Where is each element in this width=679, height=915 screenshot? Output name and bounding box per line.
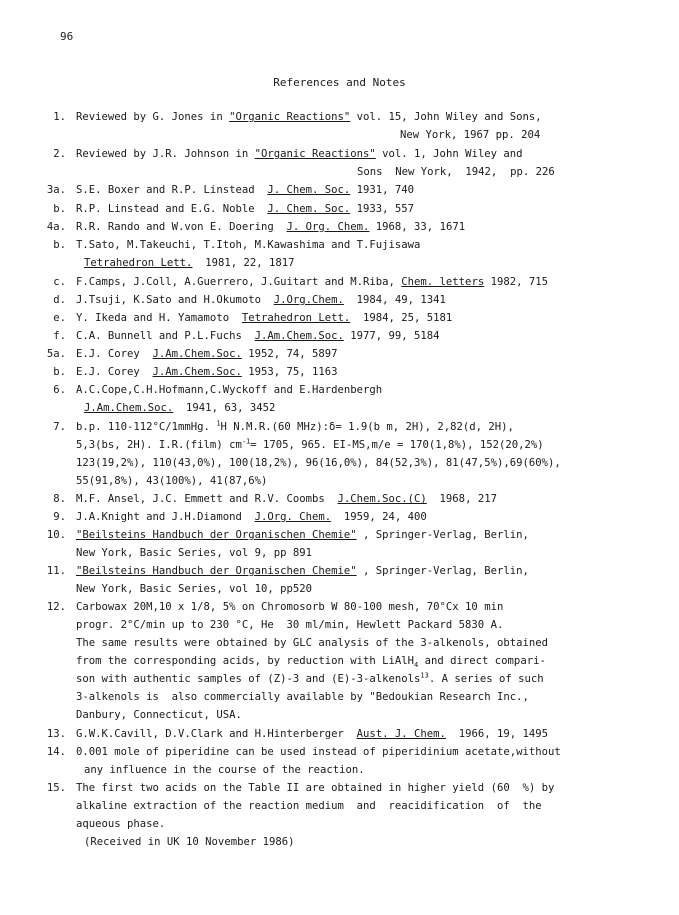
ref-number: 2. [53, 148, 66, 160]
reference-continuation: New York, 1967 pp. 204 [400, 129, 541, 141]
ref-number: 8. [53, 493, 66, 505]
ref-number: 1. [53, 111, 66, 123]
note-text-line: any influence in the course of the reaction. [84, 764, 365, 776]
ref-number: 6. [53, 384, 66, 396]
reference-entry: "Beilsteins Handbuch der Organischen Chemie" , Springer-Verlag, Berlin, [76, 529, 529, 541]
ref-number: 11. [46, 565, 66, 577]
note-text-line: 0.001 mole of piperidine can be used instead of piperidinium acetate,without [76, 746, 561, 758]
ref-number: 7. [53, 421, 66, 433]
ref-number: 13. [46, 728, 66, 740]
ref-number: f. [53, 330, 66, 342]
reference-continuation: Sons New York, 1942, pp. 226 [357, 166, 555, 178]
ref-number: b. [53, 366, 66, 378]
reference-entry: G.W.K.Cavill, D.V.Clark and H.Hinterberger Aust. J. Chem. 1966, 19, 1495 [76, 728, 548, 740]
received-date: (Received in UK 10 November 1986) [84, 836, 295, 848]
reference-entry: R.P. Linstead and E.G. Noble J. Chem. Soc. 1933, 557 [76, 203, 415, 215]
ref-number: d. [53, 294, 66, 306]
journal-title: J. Org. Chem. [286, 221, 370, 233]
journal-title: Tetrahedron Lett. [84, 257, 193, 269]
ref-number: 10. [46, 529, 66, 541]
journal-title: Tetrahedron Lett. [241, 312, 351, 324]
journal-title: J. Chem. Soc. [267, 184, 351, 196]
journal-title: "Organic Reactions" [254, 148, 376, 160]
ms-data-line: 123(19,2%), 110(43,0%), 100(18,2%), 96(16,0%), 84(52,3%), 81(47,5%),69(60%), [76, 457, 561, 469]
reference-entry: "Beilsteins Handbuch der Organischen Chemie" , Springer-Verlag, Berlin, [76, 565, 529, 577]
journal-title: "Beilsteins Handbuch der Organischen Chemie" [76, 565, 357, 577]
ref-number: 15. [46, 782, 66, 794]
note-text-line: from the corresponding acids, by reduction with LiAlH$_4$ and direct compari- [76, 655, 546, 670]
ref-number: 9. [53, 511, 66, 523]
note-text-line: son with authentic samples of (Z)-3 and (E)-3-alkenols$^{13}$. A series of such [76, 671, 544, 685]
journal-title: J.Am.Chem.Soc. [84, 402, 174, 414]
reference-entry: E.J. Corey J.Am.Chem.Soc. 1953, 75, 1163 [76, 366, 338, 378]
reference-entry: F.Camps, J.Coll, A.Guerrero, J.Guitart and M.Riba, Chem. letters 1982, 715 [76, 276, 548, 288]
journal-title: J.Org.Chem. [273, 294, 344, 306]
reference-entry: Reviewed by G. Jones in "Organic Reactions" vol. 15, John Wiley and Sons, [76, 111, 542, 123]
note-text-line: The first two acids on the Table II are obtained in higher yield (60 %) by [76, 782, 555, 794]
reference-entry: Y. Ikeda and H. Yamamoto Tetrahedron Lett. 1984, 25, 5181 [76, 312, 453, 324]
reference-continuation: J.Am.Chem.Soc. 1941, 63, 3452 [84, 402, 276, 414]
reference-entry: M.F. Ansel, J.C. Emmett and R.V. Coombs J.Chem.Soc.(C) 1968, 217 [76, 493, 497, 505]
reference-entry: J.A.Knight and J.H.Diamond J.Org. Chem. 1959, 24, 400 [76, 511, 427, 523]
journal-title: "Organic Reactions" [229, 111, 351, 123]
note-text-line: Danbury, Connecticut, USA. [76, 709, 242, 721]
journal-title: Chem. letters [401, 276, 485, 288]
reference-entry: T.Sato, M.Takeuchi, T.Itoh, M.Kawashima and T.Fujisawa [76, 239, 421, 251]
note-text-line: 3-alkenols is also commercially available by "Bedoukian Research Inc., [76, 691, 529, 703]
ref-number: 3a. [46, 184, 66, 196]
ref-number: b. [53, 203, 66, 215]
journal-title: J.Am.Chem.Soc. [152, 348, 242, 360]
journal-title: J.Am.Chem.Soc. [254, 330, 344, 342]
reference-continuation: New York, Basic Series, vol 9, pp 891 [76, 547, 312, 559]
journal-title: J.Am.Chem.Soc. [152, 366, 242, 378]
page-number: 96 [60, 30, 74, 43]
ref-number: 12. [46, 601, 66, 613]
ref-number: 14. [46, 746, 66, 758]
ref-number: 5a. [46, 348, 66, 360]
ref-number: b. [53, 239, 66, 251]
reference-entry: J.Tsuji, K.Sato and H.Okumoto J.Org.Chem. 1984, 49, 1341 [76, 294, 446, 306]
references-heading: References and Notes [273, 76, 406, 89]
reference-entry: R.R. Rando and W.von E. Doering J. Org. Chem. 1968, 33, 1671 [76, 221, 466, 233]
ref-number: c. [53, 276, 66, 288]
journal-title: J.Chem.Soc.(C) [337, 493, 427, 505]
reference-entry: E.J. Corey J.Am.Chem.Soc. 1952, 74, 5897 [76, 348, 338, 360]
glc-conditions-line: Carbowax 20M,10 x 1/8, 5% on Chromosorb W 80-100 mesh, 70°Cx 10 min [76, 601, 504, 613]
reference-entry: C.A. Bunnell and P.L.Fuchs J.Am.Chem.Soc. 1977, 99, 5184 [76, 330, 440, 342]
reference-continuation: Tetrahedron Lett. 1981, 22, 1817 [84, 257, 295, 269]
reference-entry: A.C.Cope,C.H.Hofmann,C.Wyckoff and E.Hardenbergh [76, 384, 383, 396]
journal-title: J.Org. Chem. [254, 511, 332, 523]
reference-continuation: New York, Basic Series, vol 10, pp520 [76, 583, 312, 595]
journal-title: Aust. J. Chem. [356, 728, 446, 740]
note-text-line: aqueous phase. [76, 818, 166, 830]
ir-ms-data-line: 5,3(bs, 2H). I.R.(film) $cm^{-1}= 1705$, 965. EI-MS,m/e = 170(1,8%), 152(20,2%) [76, 437, 544, 451]
glc-conditions-line: progr. 2°C/min up to 230 °C, He 30 ml/min, Hewlett Packard 5830 A. [76, 619, 504, 631]
journal-title: J. Chem. Soc. [267, 203, 351, 215]
ms-data-line: 55(91,8%), 43(100%), 41(87,6%) [76, 475, 268, 487]
reference-entry: S.E. Boxer and R.P. Linstead J. Chem. Soc. 1931, 740 [76, 184, 415, 196]
journal-title: "Beilsteins Handbuch der Organischen Chemie" [76, 529, 357, 541]
ref-number: 4a. [46, 221, 66, 233]
note-text-line: alkaline extraction of the reaction medium and reacidification of the [76, 800, 542, 812]
nmr-data-line: b.p. 110-112°C/1mmHg. $^1$H N.M.R.(60 MHz):δ= 1.9(b m, 2H), 2,82(d, 2H), [76, 419, 514, 433]
note-text-line: The same results were obtained by GLC analysis of the 3-alkenols, obtained [76, 637, 548, 649]
ref-number: e. [53, 312, 66, 324]
reference-entry: Reviewed by J.R. Johnson in "Organic Reactions" vol. 1, John Wiley and [76, 148, 523, 160]
